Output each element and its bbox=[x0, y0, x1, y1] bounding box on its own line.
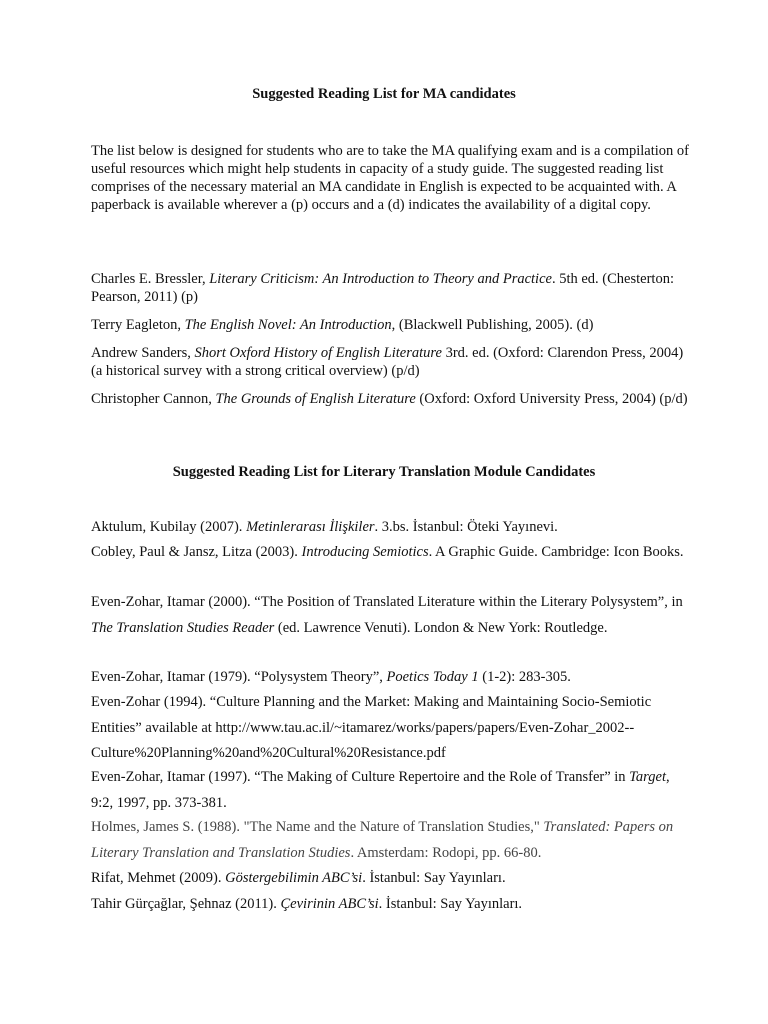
ref-text: (ed. Lawrence Venuti). London & New York: Routledge. bbox=[274, 619, 608, 636]
ref-text: Christopher Cannon, bbox=[91, 391, 216, 407]
translation-ref bbox=[91, 590, 691, 641]
ref-text: Rifat, Mehmet (2009). bbox=[91, 870, 226, 886]
translation-ref bbox=[91, 515, 691, 541]
ref-text: . 3.bs. İstanbul: Öteki Yayınevi. bbox=[374, 519, 558, 535]
translation-ref bbox=[91, 892, 691, 918]
ref-text: . A Graphic Guide. Cambridge: Icon Books. bbox=[428, 544, 684, 560]
ref-text: , 9:2, 1997, pp. 373-381. bbox=[91, 769, 670, 811]
ref-text: Terry Eagleton, bbox=[91, 317, 185, 333]
translation-ref bbox=[91, 815, 691, 866]
intro-paragraph: The list below is designed for students who are to take the MA qualifying exam and is a compilation of useful resources which might help students in capacity of a study guide. The suggested reading list comprises of the necessary material an MA candidate in English is expected to be acquainted with. A paperback is available wherever a (p) occurs and a (d) indicates the availability of a digital copy. bbox=[91, 143, 689, 213]
ref-title: Göstergebilimin ABC’si bbox=[225, 870, 363, 886]
ma-ref bbox=[91, 270, 691, 306]
ref-title: Short Oxford History of English Literature bbox=[194, 345, 442, 361]
ma-ref bbox=[91, 316, 691, 334]
ref-text: Andrew Sanders, bbox=[91, 345, 195, 361]
ref-text: . İstanbul: Say Yayınları. bbox=[362, 870, 506, 886]
ref-text: Even-Zohar, Itamar (1979). “Polysystem Theory”, bbox=[91, 669, 387, 685]
ref-title: Target bbox=[629, 769, 666, 785]
ref-title: Literary Criticism: An Introduction to Theory and Practice bbox=[209, 271, 552, 287]
ref-text: 3rd. ed. (Oxford: Clarendon Press, 2004) (a historical survey with a strong critical overview) (p/d) bbox=[91, 345, 684, 379]
ma-ref bbox=[91, 344, 691, 380]
ref-text: (1-2): 283-305. bbox=[478, 669, 571, 685]
ref-text: . 5th ed. (Chesterton: Pearson, 2011) (p) bbox=[91, 271, 674, 305]
ref-title: Introducing Semiotics bbox=[301, 544, 429, 560]
ref-text: Even-Zohar, Itamar (2000). “The Position of Translated Literature within the Literary Polysystem”, in bbox=[91, 594, 683, 610]
ref-text: Cobley, Paul & Jansz, Litza (2003). bbox=[91, 544, 302, 560]
ref-text: , (Blackwell Publishing, 2005). (d) bbox=[391, 317, 594, 333]
translation-ref bbox=[91, 765, 691, 816]
translation-ref bbox=[91, 690, 691, 767]
ref-text: Aktulum, Kubilay (2007). bbox=[91, 519, 247, 535]
ma-ref bbox=[91, 390, 691, 408]
ref-title: Çevirinin ABC’si bbox=[280, 896, 379, 912]
ref-text: Even-Zohar (1994). “Culture Planning and the Market: Making and Maintaining Socio-Semiotic Entities” available at http://www.tau.ac.il/~itamarez/works/papers/papers/Even-Zohar_2002-- Culture%20Planning%20and%20Cultural%20Resistance.pdf bbox=[91, 694, 652, 761]
ref-text: . Amsterdam: Rodopi, pp. 66-80. bbox=[350, 844, 542, 861]
ref-text: Tahir Gürçağlar, Şehnaz (2011). bbox=[91, 896, 281, 912]
ref-title: The English Novel: An Introduction bbox=[184, 317, 392, 333]
ref-text: Charles E. Bressler, bbox=[91, 271, 210, 287]
ref-text: Holmes, James S. (1988). "The Name and the Nature of Translation Studies," bbox=[91, 819, 544, 835]
ref-text: Even-Zohar, Itamar (1997). “The Making of Culture Repertoire and the Role of Transfer” in bbox=[91, 769, 630, 785]
ref-title: Poetics Today 1 bbox=[386, 669, 479, 685]
ref-text: (Oxford: Oxford University Press, 2004) (p/d) bbox=[415, 391, 688, 407]
translation-ref bbox=[91, 540, 691, 566]
heading-ma-reading-list: Suggested Reading List for MA candidates bbox=[252, 86, 516, 102]
ref-title: Translated: Papers on Literary Translation and Translation Studies bbox=[91, 819, 674, 861]
translation-ref bbox=[91, 866, 691, 892]
ref-text: . İstanbul: Say Yayınları. bbox=[378, 896, 523, 912]
ref-title: The Translation Studies Reader bbox=[91, 619, 275, 636]
heading-translation-reading-list: Suggested Reading List for Literary Translation Module Candidates bbox=[172, 464, 596, 480]
ref-title: Metinlerarası İlişkiler bbox=[246, 519, 375, 535]
translation-ref bbox=[91, 665, 691, 691]
ref-title: The Grounds of English Literature bbox=[215, 391, 416, 407]
